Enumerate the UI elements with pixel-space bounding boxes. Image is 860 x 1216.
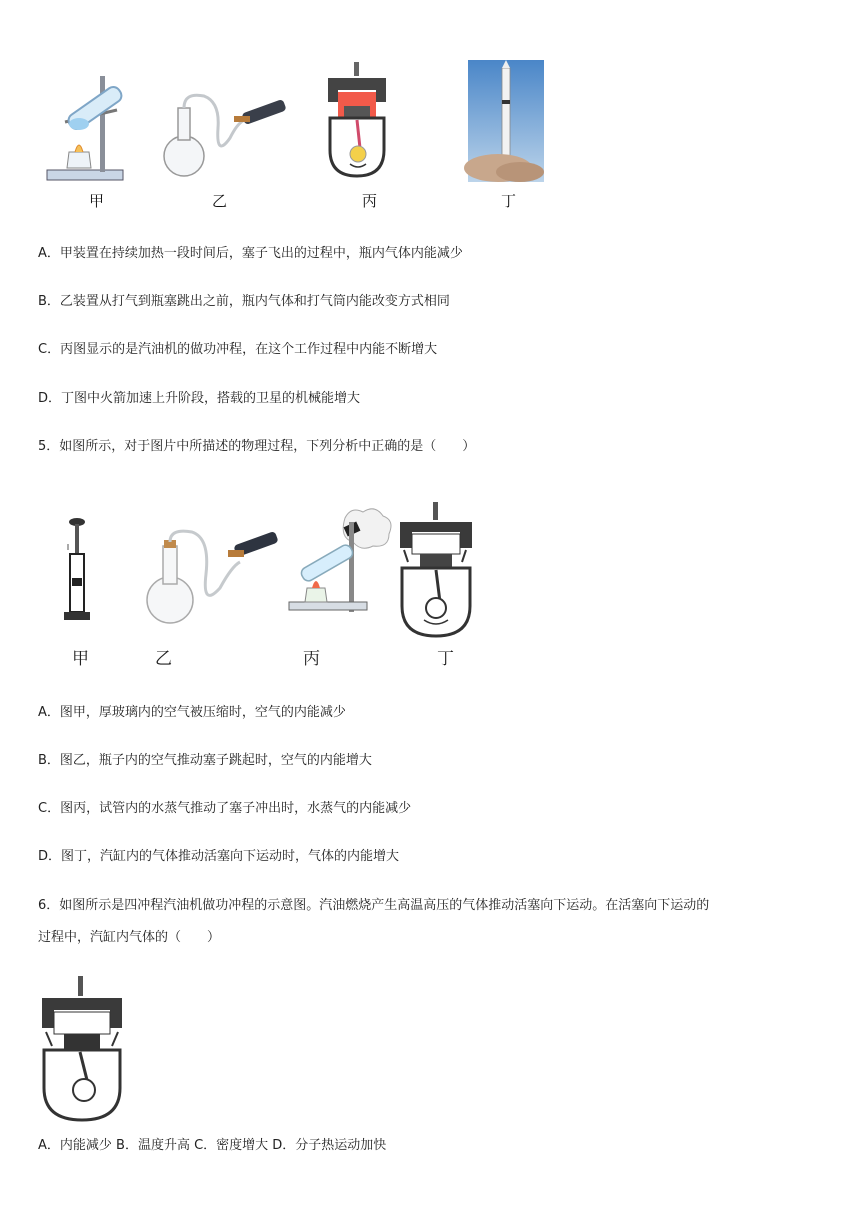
q5-option-b: B．图乙，瓶子内的空气推动塞子跳起时，空气的内能增大 — [38, 753, 372, 768]
figure-1-label-yi: 乙 — [212, 192, 228, 210]
stand-heating-icon — [45, 72, 135, 184]
q5-option-a: A．图甲，厚玻璃内的空气被压缩时，空气的内能减少 — [38, 705, 346, 720]
steam-tube-icon — [285, 508, 395, 620]
q5-option-d: D．图丁，汽缸内的气体推动活塞向下运动时，气体的内能增大 — [38, 849, 400, 864]
figure-2-label-ding: 丁 — [437, 649, 454, 669]
figure-2-label-yi: 乙 — [155, 649, 172, 669]
q4-option-d: D．丁图中火箭加速上升阶段，搭载的卫星的机械能增大 — [38, 391, 361, 406]
figure-1-label-bing: 丙 — [362, 192, 378, 210]
q6-options: A．内能减少 B．温度升高 C．密度增大 D．分子热运动加快 — [38, 1138, 387, 1153]
q6-stem-line-2: 过程中，汽缸内气体的（ ） — [38, 930, 221, 945]
engine-cylinder-icon — [322, 62, 392, 182]
flask-pump-icon-2 — [140, 528, 280, 628]
q4-option-a: A．甲装置在持续加热一段时间后，塞子飞出的过程中，瓶内气体内能减少 — [38, 246, 463, 261]
q4-option-c: C．丙图显示的是汽油机的做功冲程，在这个工作过程中内能不断增大 — [38, 342, 438, 357]
q5-option-c: C．图丙，试管内的水蒸气推动了塞子冲出时，水蒸气的内能减少 — [38, 801, 412, 816]
flask-pump-icon — [160, 88, 290, 183]
q5-stem: 5．如图所示，对于图片中所描述的物理过程，下列分析中正确的是（ ） — [38, 439, 476, 454]
air-compression-icon — [62, 518, 92, 622]
q4-option-b: B．乙装置从打气到瓶塞跳出之前，瓶内气体和打气筒内能改变方式相同 — [38, 294, 450, 309]
figure-2-label-bing: 丙 — [303, 649, 320, 669]
q6-stem-line-1: 6．如图所示是四冲程汽油机做功冲程的示意图。汽油燃烧产生高温高压的气体推动活塞向下运动。在活塞向下运动的 — [38, 898, 710, 913]
figure-2-label-jia: 甲 — [72, 649, 89, 669]
figure-1-label-jia: 甲 — [89, 192, 105, 210]
engine-cylinder-icon-2 — [396, 502, 476, 642]
four-stroke-engine-icon — [38, 976, 126, 1126]
figure-1-label-ding: 丁 — [501, 192, 517, 210]
rocket-launch-icon — [468, 60, 544, 182]
